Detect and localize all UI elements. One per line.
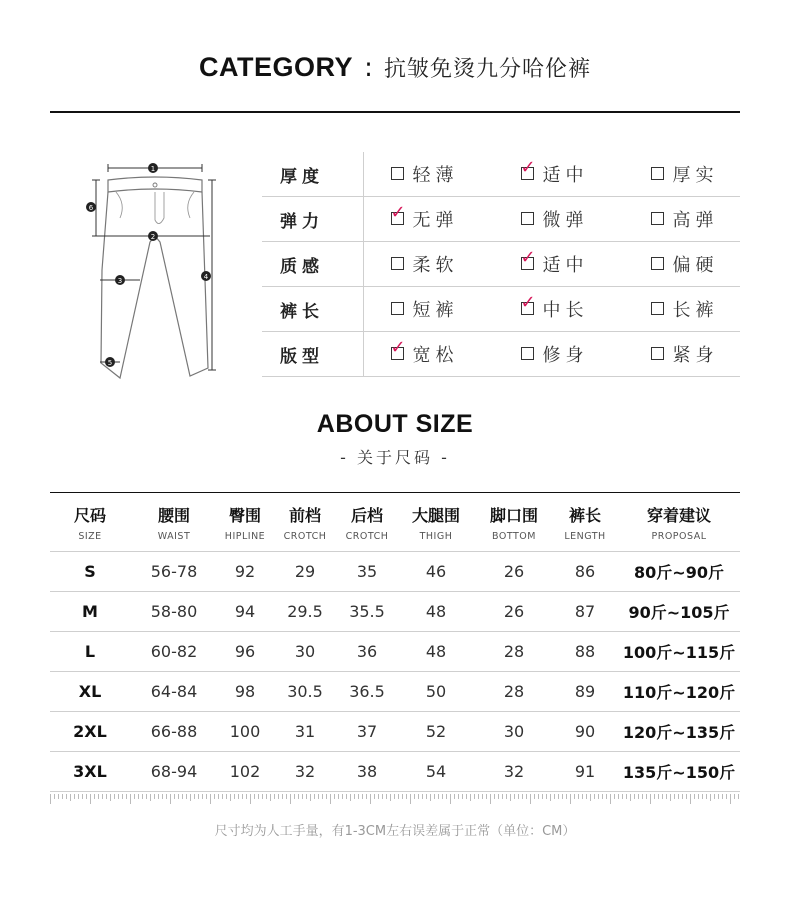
column-header — [476, 493, 552, 552]
table-row — [50, 632, 740, 672]
product-name: 抗皱免烫九分哈伦裤 — [383, 57, 591, 82]
svg-text:1: 1 — [150, 165, 156, 173]
attribute-row — [262, 287, 740, 332]
measurement-cell: 60-82 — [130, 632, 218, 672]
column-header — [218, 493, 272, 552]
size-cell: L — [50, 632, 130, 672]
ruler-divider — [50, 794, 740, 804]
attribute-option-label: 宽松 — [412, 345, 459, 366]
checked-checkbox-icon — [390, 202, 406, 225]
checkbox-icon — [651, 212, 664, 225]
attribute-label: 厚度 — [262, 152, 363, 197]
proposal-cell: 135斤~150斤 — [618, 752, 740, 792]
checkbox-icon — [391, 302, 404, 315]
column-header-sublabel: LENGTH — [564, 530, 606, 542]
pants-pocket-right — [188, 192, 194, 218]
column-header-label: 尺码 — [73, 505, 106, 525]
category-label: CATEGORY — [199, 52, 354, 82]
checked-checkbox-icon — [520, 292, 536, 315]
marker-5 — [105, 357, 115, 367]
attribute-option — [521, 332, 651, 377]
column-header — [130, 493, 218, 552]
check-mark-icon: ✓ — [520, 247, 536, 268]
size-cell: M — [50, 592, 130, 632]
measurement-cell: 64-84 — [130, 672, 218, 712]
attribute-option — [651, 197, 741, 242]
measurement-cell: 31 — [272, 712, 338, 752]
attribute-label: 质感 — [262, 242, 363, 287]
pants-button — [153, 183, 157, 187]
measurement-cell: 66-88 — [130, 712, 218, 752]
check-mark-icon: ✓ — [520, 292, 536, 313]
measurement-cell: 32 — [272, 752, 338, 792]
attribute-option — [651, 287, 741, 332]
column-header-sublabel: SIZE — [78, 530, 102, 542]
attribute-option-label: 无弹 — [412, 210, 459, 231]
attribute-option — [521, 197, 651, 242]
attribute-option — [651, 242, 741, 287]
check-mark-icon: ✓ — [520, 157, 536, 178]
column-header-sublabel: PROPOSAL — [651, 530, 707, 542]
checked-checkbox-icon — [520, 247, 536, 270]
table-row — [50, 752, 740, 792]
column-header — [50, 493, 130, 552]
column-header — [396, 493, 476, 552]
header-divider — [50, 111, 740, 113]
attribute-option-label: 柔软 — [412, 255, 459, 276]
attribute-option — [521, 152, 651, 197]
measurement-cell: 50 — [396, 672, 476, 712]
column-header — [618, 493, 740, 552]
size-cell: S — [50, 552, 130, 592]
category-header — [0, 52, 790, 83]
checkbox-icon — [521, 212, 534, 225]
size-cell: XL — [50, 672, 130, 712]
attribute-option — [521, 287, 651, 332]
table-row — [50, 712, 740, 752]
attribute-option — [363, 242, 521, 287]
attribute-option-label: 中长 — [542, 300, 589, 321]
checkbox-icon — [521, 347, 534, 360]
checked-checkbox-icon — [390, 337, 406, 360]
checkbox-icon — [651, 257, 664, 270]
measurement-cell: 54 — [396, 752, 476, 792]
attribute-option-label: 短裤 — [412, 300, 459, 321]
measurement-cell: 87 — [552, 592, 618, 632]
measurement-cell: 29 — [272, 552, 338, 592]
attribute-option-label: 适中 — [542, 255, 589, 276]
attribute-option-label: 偏硬 — [672, 255, 719, 276]
checkbox-icon — [391, 167, 404, 180]
measurement-cell: 28 — [476, 672, 552, 712]
measurement-cell: 89 — [552, 672, 618, 712]
marker-2 — [148, 231, 158, 241]
attribute-option — [363, 287, 521, 332]
attribute-option — [363, 332, 521, 377]
size-cell: 3XL — [50, 752, 130, 792]
column-header — [272, 493, 338, 552]
measurement-note: 尺寸均为人工手量，有1-3CM左右误差属于正常（单位：CM） — [214, 824, 576, 839]
attribute-option — [651, 332, 741, 377]
proposal-cell: 100斤~115斤 — [618, 632, 740, 672]
pants-waistband — [108, 177, 202, 192]
svg-text:2: 2 — [150, 233, 156, 241]
measurement-cell: 26 — [476, 552, 552, 592]
checkbox-icon — [651, 302, 664, 315]
measurement-cell: 94 — [218, 592, 272, 632]
about-size-heading — [0, 410, 790, 468]
attribute-option-label: 轻薄 — [412, 165, 459, 186]
attribute-row — [262, 152, 740, 197]
pants-fly — [155, 192, 164, 224]
measurement-cell: 52 — [396, 712, 476, 752]
size-cell: 2XL — [50, 712, 130, 752]
measurement-cell: 32 — [476, 752, 552, 792]
column-header-label: 脚口围 — [489, 505, 538, 525]
pants-outline — [101, 192, 208, 378]
checkbox-icon — [391, 257, 404, 270]
svg-text:6: 6 — [88, 204, 94, 212]
column-header-sublabel: WAIST — [157, 530, 191, 542]
column-header — [552, 493, 618, 552]
attribute-row — [262, 197, 740, 242]
proposal-cell: 110斤~120斤 — [618, 672, 740, 712]
table-row — [50, 592, 740, 632]
measurement-cell: 48 — [396, 632, 476, 672]
measurement-cell: 58-80 — [130, 592, 218, 632]
measurement-cell: 98 — [218, 672, 272, 712]
pants-measurement-diagram — [80, 158, 230, 382]
attribute-option — [363, 197, 521, 242]
column-header-sublabel: BOTTOM — [492, 530, 536, 542]
measurement-cell: 29.5 — [272, 592, 338, 632]
attribute-option — [651, 152, 741, 197]
attribute-option-label: 厚实 — [672, 165, 719, 186]
measurement-cell: 30 — [272, 632, 338, 672]
measurement-cell: 56-78 — [130, 552, 218, 592]
proposal-cell: 80斤~90斤 — [618, 552, 740, 592]
measurement-cell: 30.5 — [272, 672, 338, 712]
column-header-sublabel: CROTCH — [283, 530, 327, 542]
proposal-cell: 120斤~135斤 — [618, 712, 740, 752]
measurement-cell: 30 — [476, 712, 552, 752]
measurement-cell: 35 — [338, 552, 396, 592]
measurement-cell: 91 — [552, 752, 618, 792]
category-separator: : — [364, 53, 373, 83]
about-size-subtitle: - 关于尺码 - — [340, 448, 450, 467]
attribute-row — [262, 332, 740, 377]
attribute-label: 版型 — [262, 332, 363, 377]
attribute-label: 裤长 — [262, 287, 363, 332]
table-row — [50, 672, 740, 712]
measurement-cell: 46 — [396, 552, 476, 592]
attribute-option-label: 紧身 — [672, 345, 719, 366]
column-header-label: 腰围 — [157, 505, 190, 525]
attribute-option-label: 微弹 — [542, 210, 589, 231]
attribute-option-label: 长裤 — [672, 300, 719, 321]
marker-1 — [148, 163, 158, 173]
measurement-cell: 86 — [552, 552, 618, 592]
measurement-cell: 26 — [476, 592, 552, 632]
column-header-label: 穿着建议 — [646, 505, 711, 525]
proposal-cell: 90斤~105斤 — [618, 592, 740, 632]
column-header-sublabel: CROTCH — [345, 530, 389, 542]
svg-text:5: 5 — [107, 359, 113, 367]
column-header-label: 前档 — [288, 505, 321, 525]
checkbox-icon — [651, 347, 664, 360]
svg-text:3: 3 — [117, 277, 123, 285]
measurement-cell: 68-94 — [130, 752, 218, 792]
measurement-cell: 28 — [476, 632, 552, 672]
measurement-cell: 88 — [552, 632, 618, 672]
attribute-option — [363, 152, 521, 197]
measurement-cell: 36 — [338, 632, 396, 672]
marker-3 — [115, 275, 125, 285]
measurement-cell: 90 — [552, 712, 618, 752]
column-header-label: 臀围 — [228, 505, 261, 525]
pants-pocket-left — [116, 192, 122, 218]
checked-checkbox-icon — [520, 157, 536, 180]
about-size-title: ABOUT SIZE — [316, 410, 474, 438]
measurement-cell: 35.5 — [338, 592, 396, 632]
attribute-label: 弹力 — [262, 197, 363, 242]
column-header — [338, 493, 396, 552]
measurement-cell: 92 — [218, 552, 272, 592]
check-mark-icon: ✓ — [390, 202, 406, 223]
marker-6 — [86, 202, 96, 212]
attribute-option-label: 适中 — [542, 165, 589, 186]
column-header-label: 大腿围 — [411, 505, 460, 525]
size-chart-table — [50, 492, 740, 792]
measurement-cell: 100 — [218, 712, 272, 752]
check-mark-icon: ✓ — [390, 337, 406, 358]
marker-4 — [201, 271, 211, 281]
attribute-option-label: 高弹 — [672, 210, 719, 231]
attribute-row — [262, 242, 740, 287]
column-header-label: 裤长 — [568, 505, 601, 525]
attribute-option — [521, 242, 651, 287]
measurement-cell: 38 — [338, 752, 396, 792]
measurement-cell: 37 — [338, 712, 396, 752]
attribute-option-label: 修身 — [542, 345, 589, 366]
measurement-cell: 36.5 — [338, 672, 396, 712]
fabric-attributes-table — [262, 152, 740, 377]
checkbox-icon — [651, 167, 664, 180]
measurement-cell: 102 — [218, 752, 272, 792]
table-row — [50, 552, 740, 592]
column-header-label: 后档 — [350, 505, 383, 525]
measurement-cell: 96 — [218, 632, 272, 672]
measurement-cell: 48 — [396, 592, 476, 632]
column-header-sublabel: THIGH — [419, 530, 453, 542]
column-header-sublabel: HIPLINE — [224, 530, 266, 542]
svg-text:4: 4 — [203, 273, 209, 281]
